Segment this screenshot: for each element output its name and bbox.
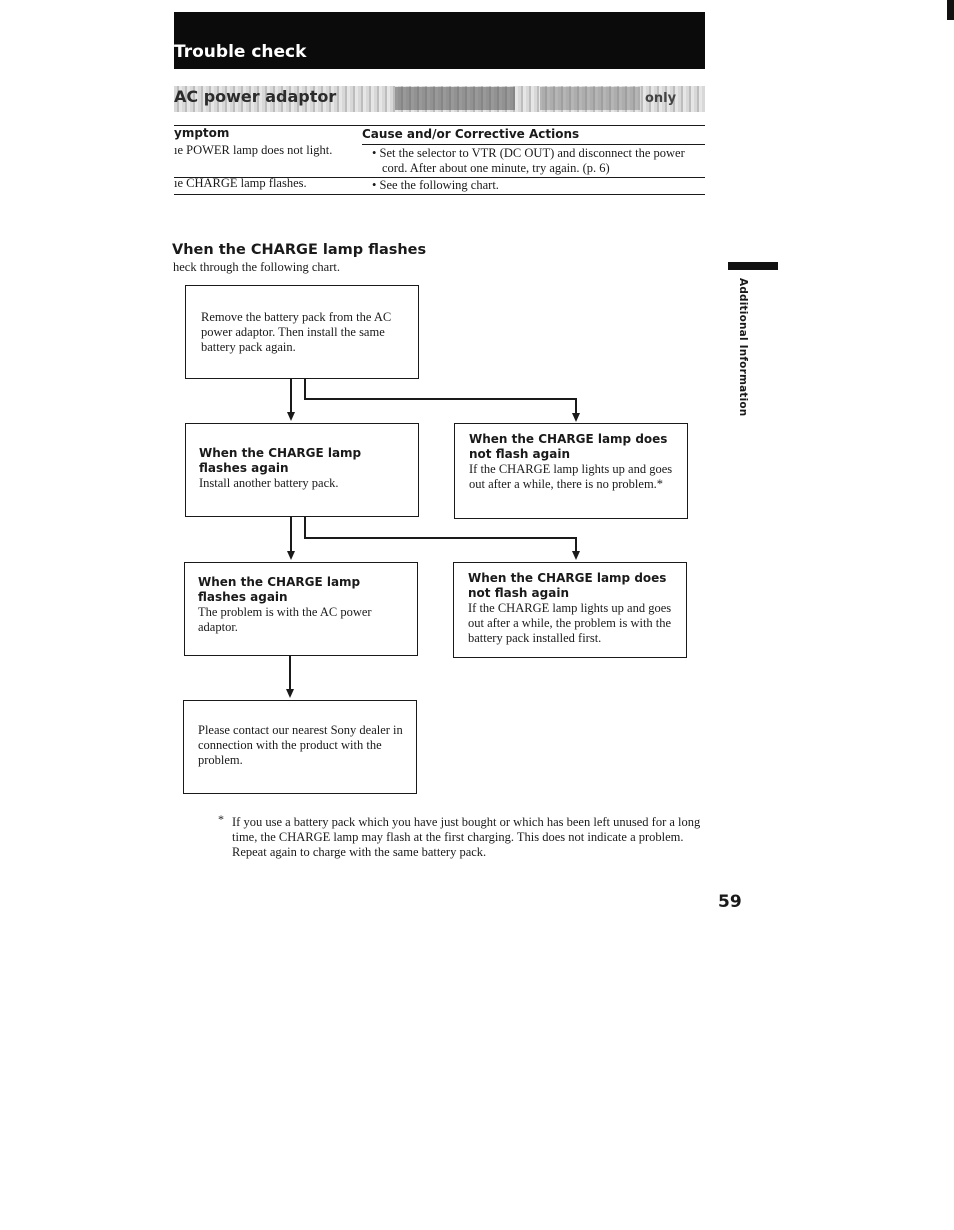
section-band-shade	[540, 87, 640, 110]
table-header-action: Cause and/or Corrective Actions	[362, 127, 580, 141]
table-cell-action: • See the following chart.	[372, 178, 499, 192]
section-band-shade	[395, 87, 515, 110]
section-title: AC power adaptor	[174, 87, 337, 106]
footnote-text: If you use a battery pack which you have just bought or which has been left unused for a long time, the CHARGE lamp may flash at the first charging. This does not indicate a problem. Repeat again to charge with the same battery pack.	[232, 815, 701, 859]
flow-step2-yes-text: Install another battery pack.	[199, 476, 339, 490]
flow-start-text: Remove the battery pack from the AC power adaptor. Then install the same battery pack again.	[201, 310, 392, 354]
flow-step2-no	[469, 432, 681, 492]
flow-step3-no-text: If the CHARGE lamp lights up and goes out after a while, the problem is with the battery pack installed first.	[468, 601, 672, 645]
corner-mark	[947, 0, 954, 20]
table-cell-symptom: ıe CHARGE lamp flashes.	[174, 176, 307, 190]
side-tab-label: Additional Information	[737, 278, 749, 417]
arrow-down-icon	[286, 689, 294, 698]
flow-connector	[290, 517, 292, 553]
subsection-heading: Vhen the CHARGE lamp flashes	[172, 242, 427, 258]
flow-connector	[304, 398, 576, 400]
table-header-symptom: ymptom	[174, 126, 230, 140]
flow-step2-yes	[199, 446, 409, 491]
table-bottom-rule	[174, 194, 705, 195]
flow-connector	[304, 537, 576, 539]
subsection-intro: heck through the following chart.	[173, 260, 340, 274]
footnote-mark: *	[218, 812, 224, 826]
arrow-down-icon	[287, 412, 295, 421]
arrow-down-icon	[572, 551, 580, 560]
arrow-down-icon	[287, 551, 295, 560]
flow-end-text: Please contact our nearest Sony dealer in connection with the product with the problem.	[198, 723, 403, 767]
flow-connector	[289, 656, 291, 690]
table-cell-symptom: ıe POWER lamp does not light.	[174, 143, 333, 157]
flow-connector	[304, 379, 306, 399]
table-header-rule	[362, 144, 705, 145]
table-cell-action: • Set the selector to VTR (DC OUT) and disconnect the power cord. After about one minute, try again. (p. 6)	[372, 146, 685, 175]
flow-step3-no-heading: When the CHARGE lamp does not flash again	[468, 571, 667, 600]
flow-step2-yes-heading: When the CHARGE lamp flashes again	[199, 446, 362, 475]
flow-step3-yes-heading: When the CHARGE lamp flashes again	[198, 575, 361, 604]
flow-connector	[304, 517, 306, 538]
flow-step3-yes	[198, 575, 410, 635]
flow-step2-no-heading: When the CHARGE lamp does not flash again	[469, 432, 668, 461]
flow-step3-yes-text: The problem is with the AC power adaptor.	[198, 605, 372, 634]
table-top-rule	[174, 125, 705, 126]
flow-step2-no-text: If the CHARGE lamp lights up and goes out after a while, there is no problem.*	[469, 462, 673, 491]
page-number: 59	[718, 892, 742, 912]
section-title-suffix: only	[645, 91, 677, 106]
flow-connector	[290, 379, 292, 415]
side-tab-marker	[728, 262, 778, 270]
flow-step3-no	[468, 571, 680, 646]
page-title: Trouble check	[174, 42, 307, 62]
arrow-down-icon	[572, 413, 580, 422]
